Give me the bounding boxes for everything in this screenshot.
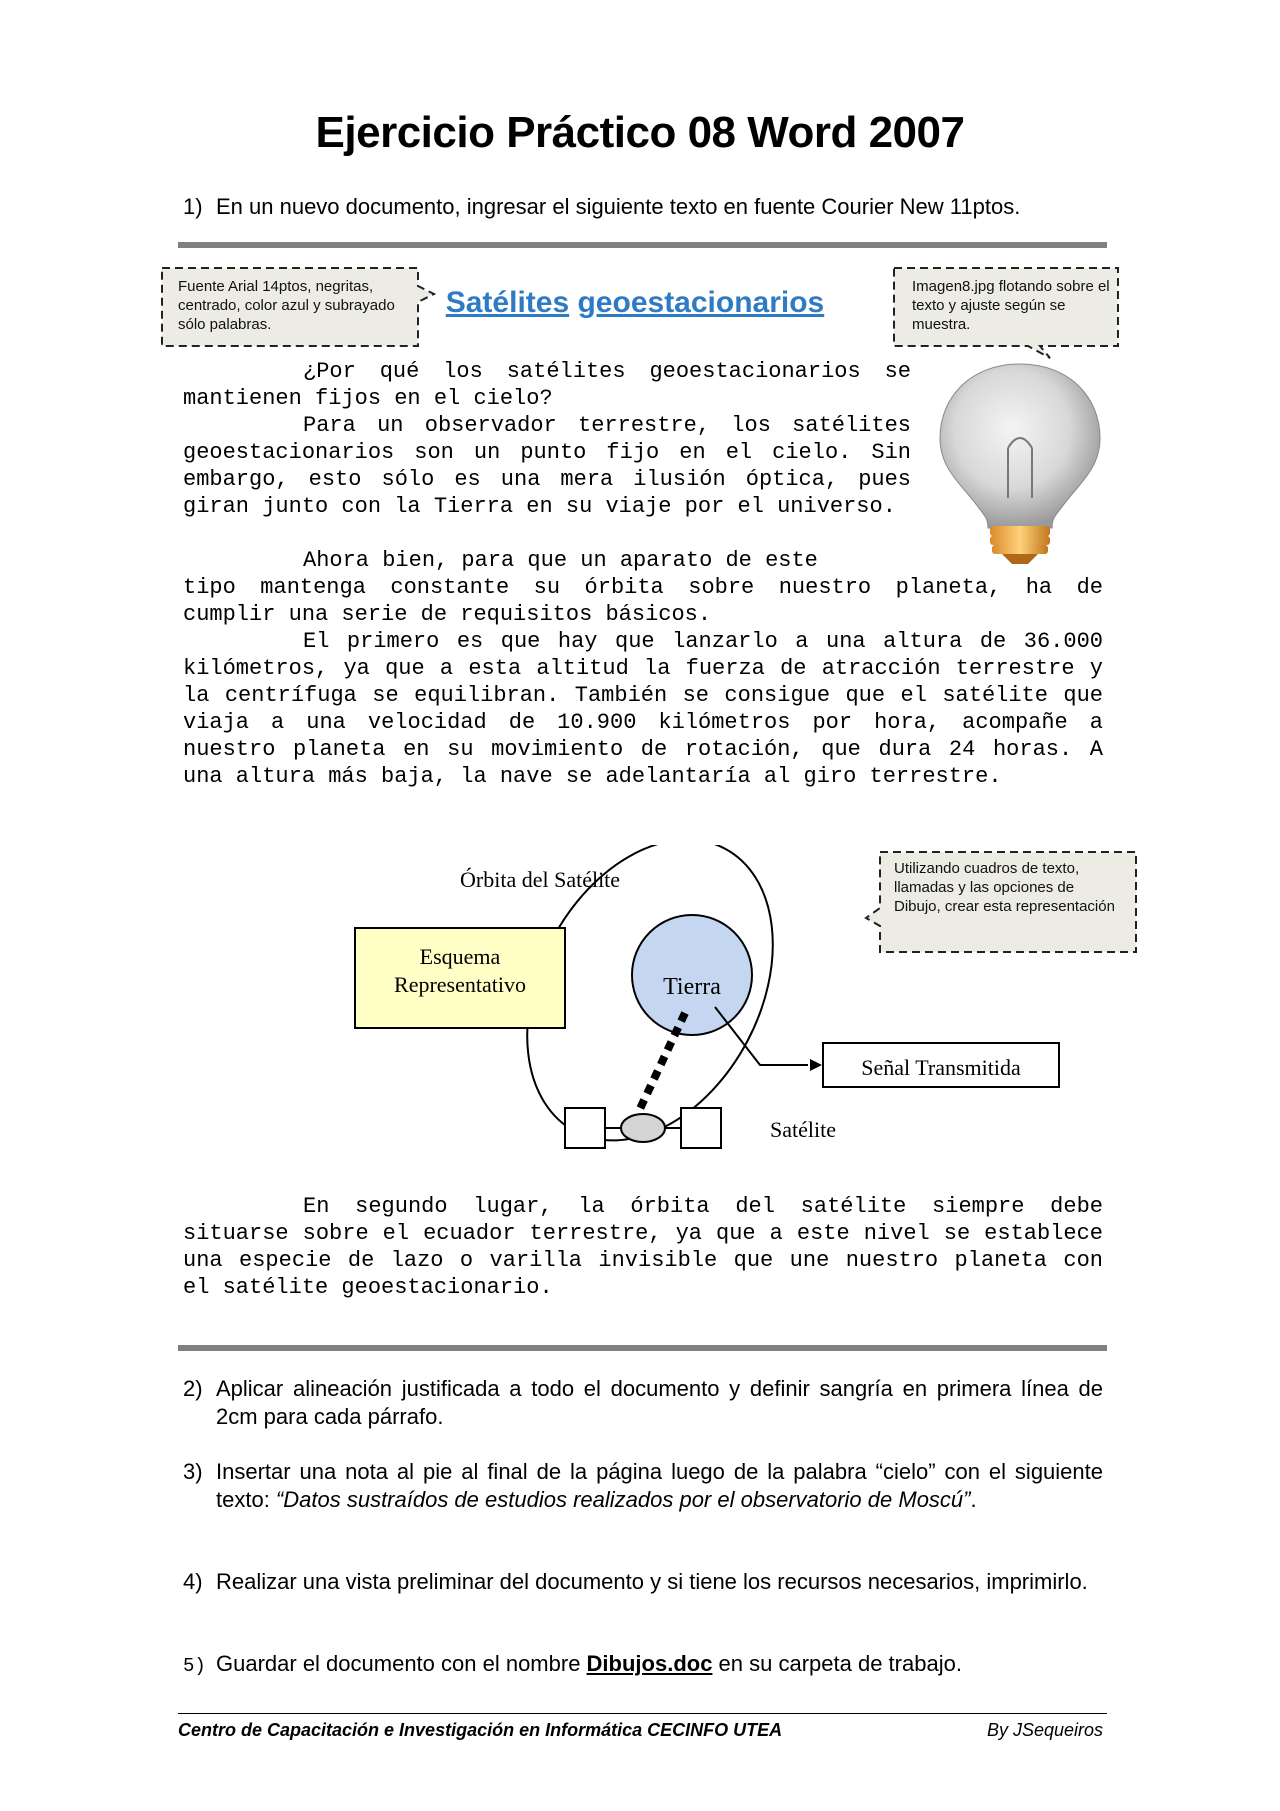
step-text: En un nuevo documento, ingresar el siguiente texto en fuente Courier New 11ptos. [216,194,1021,219]
callout-left: Fuente Arial 14ptos, negritas, centrado, color azul y subrayado sólo palabras. [178,278,395,333]
page-title: Ejercicio Práctico 08 Word 2007 [315,108,965,157]
paragraph: ¿Por qué los satélites geoestacionarios se mantienen fijos en el cielo? [183,359,911,411]
satellite-body [621,1114,665,1142]
earth-label: Tierra [663,974,721,1000]
step-3: 3) Insertar una nota al pie al final de la página luego de la palabra “cielo” con el siguiente texto: “Datos sustraídos de estudios realizados por el observatorio de Moscú”. [183,1459,1103,1512]
heading-word-1: Satélites [445,286,570,319]
satellite-label: Satélite [770,1117,836,1142]
schema-label: Esquema Representativo [394,944,526,997]
filename: Dibujos.doc [586,1651,713,1676]
solar-panel-left [565,1108,605,1148]
paragraph: En segundo lugar, la órbita del satélite siempre debe situarse sobre el ecuador terrestre, ya que a este nivel se establece una especie de lazo o varilla invisible que une nuestro planeta con el satélite geoestacionario. [183,1194,1103,1300]
bottom-divider [178,1345,1107,1351]
top-divider [178,242,1107,248]
document-heading [420,286,850,320]
step-1 [183,193,1103,221]
callout-diagram: Utilizando cuadros de texto, llamadas y las opciones de Dibujo, crear esta representación [894,860,1115,915]
solar-panel-right [681,1108,721,1148]
footer-right: By JSequeiros [986,1720,1103,1740]
paragraph: El primero es que hay que lanzarlo a una altura de 36.000 kilómetros, ya que a esta altitud la fuerza de atracción terrestre y la centrífuga se equilibran. También se consigue que el satélite que viaja a una velocidad de 10.900 kilómetros por hora, acompañe a nuestro planeta en su movimiento de rotación, que dura 24 horas. A una altura más baja, la nave se adelantaría al giro terrestre. [183,629,1103,789]
step-4: 4) Realizar una vista preliminar del documento y si tiene los recursos necesarios, imprimirlo. [183,1569,1088,1594]
paragraph: Para un observador terrestre, los satélites geoestacionarios son un punto fijo en el cielo. Sin embargo, esto sólo es una mera ilusión óptica, pues giran junto con la Tierra en su viaje por el universo. [183,413,911,519]
footnote-text: “Datos sustraídos de estudios realizados por el observatorio de Moscú” [275,1487,971,1512]
body-top [183,358,911,520]
paragraph-continued: tipo mantenga constante su órbita sobre nuestro planeta, ha de cumplir una serie de requisitos básicos. [183,575,1103,627]
callout-right: Imagen8.jpg flotando sobre el texto y ajuste según se muestra. [912,278,1110,333]
body-middle [183,547,1103,574]
heading-word-2: geoestacionarios [577,286,825,319]
step-2: 2) Aplicar alineación justificada a todo el documento y definir sangría en primera línea de 2cm para cada párrafo. [183,1376,1103,1429]
footer-left: Centro de Capacitación e Investigación en Informática CECINFO UTEA [178,1720,783,1740]
signal-arrowhead [810,1059,822,1071]
step-5: 5) Guardar el documento con el nombre Dibujos.doc en su carpeta de trabajo. [183,1651,962,1677]
signal-label: Señal Transmitida [861,1055,1021,1080]
lightbulb-image [930,358,1110,568]
page-footer [178,1713,1107,1741]
body-wide [183,574,1103,790]
orbit-label: Órbita del Satélite [460,867,621,892]
step-number: 1) [183,194,203,219]
paragraph: Ahora bien, para que un aparato de este [303,548,818,573]
body-bottom [183,1193,1103,1301]
